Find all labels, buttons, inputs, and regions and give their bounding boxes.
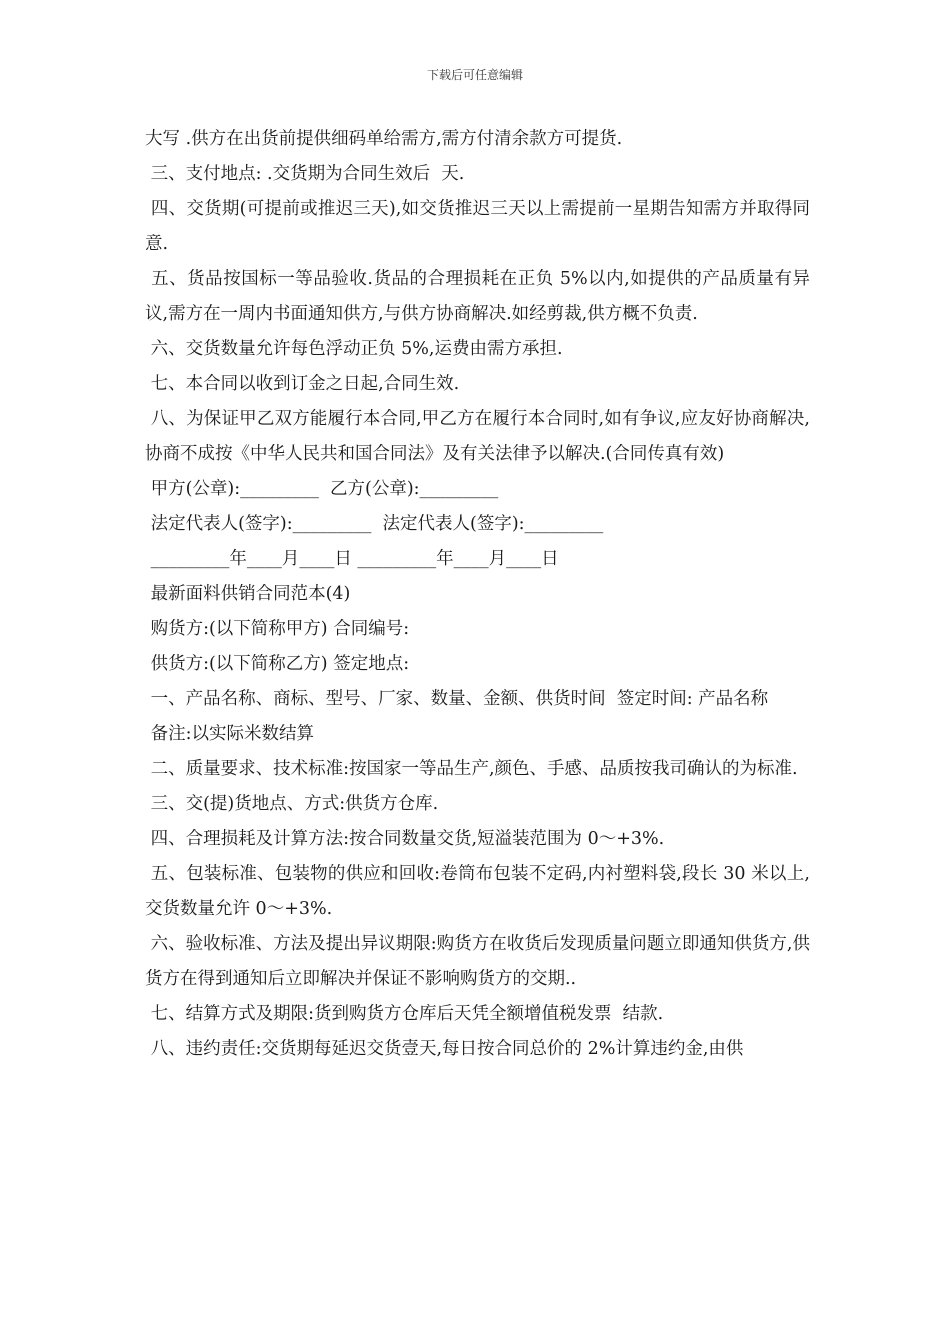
paragraph: 八、违约责任:交货期每延迟交货壹天,每日按合同总价的 2%计算违约金,由供: [145, 1039, 744, 1059]
paragraph: 一、产品名称、商标、型号、厂家、数量、金额、供货时间 签定时间: 产品名称: [145, 689, 769, 709]
paragraph: 七、结算方式及期限:货到购货方仓库后天凭全额增值税发票 结款.: [145, 1004, 664, 1024]
signature-line-date: _________年____月____日 _________年____月____日: [145, 549, 559, 569]
page-header-note: 下载后可任意编辑: [426, 68, 523, 82]
paragraph: 七、本合同以收到订金之日起,合同生效.: [145, 374, 460, 394]
paragraph: 三、交(提)货地点、方式:供货方仓库.: [145, 794, 439, 814]
paragraph: 购货方:(以下简称甲方) 合同编号:: [145, 619, 410, 639]
paragraph: 六、验收标准、方法及提出异议期限:购货方在收货后发现质量问题立即通知供货方,供货方在得到通知后立即解决并保证不影响购货方的交期..: [145, 934, 810, 989]
paragraph: 三、支付地点: .交货期为合同生效后 天.: [145, 164, 465, 184]
paragraph: 供货方:(以下简称乙方) 签定地点:: [145, 654, 410, 674]
paragraph: 备注:以实际米数结算: [145, 724, 314, 744]
paragraph: 五、货品按国标一等品验收.货品的合理损耗在正负 5%以内,如提供的产品质量有异议,需方在一周内书面通知供方,与供方协商解决.如经剪裁,供方概不负责.: [145, 269, 810, 324]
paragraph: 五、包装标准、包装物的供应和回收:卷筒布包装不定码,内衬塑料袋,段长 30 米以上,交货数量允许 0～+3%.: [145, 864, 810, 919]
signature-line-seal: 甲方(公章):_________ 乙方(公章):_________: [145, 479, 499, 499]
paragraph: 四、合理损耗及计算方法:按合同数量交货,短溢装范围为 0～+3%.: [145, 829, 665, 849]
paragraph: 六、交货数量允许每色浮动正负 5%,运费由需方承担.: [145, 339, 563, 359]
paragraph: 二、质量要求、技术标准:按国家一等品生产,颜色、手感、品质按我司确认的为标准.: [145, 759, 798, 779]
section-title: 最新面料供销合同范本(4): [145, 584, 351, 604]
paragraph: 大写 .供方在出货前提供细码单给需方,需方付清余款方可提货.: [145, 129, 623, 149]
document-body: [145, 122, 810, 1067]
signature-line-representative: 法定代表人(签字):_________ 法定代表人(签字):_________: [145, 514, 604, 534]
paragraph: 八、为保证甲乙双方能履行本合同,甲乙方在履行本合同时,如有争议,应友好协商解决,协商不成按《中华人民共和国合同法》及有关法律予以解决.(合同传真有效): [145, 409, 810, 464]
paragraph: 四、交货期(可提前或推迟三天),如交货推迟三天以上需提前一星期告知需方并取得同意.: [145, 199, 810, 254]
